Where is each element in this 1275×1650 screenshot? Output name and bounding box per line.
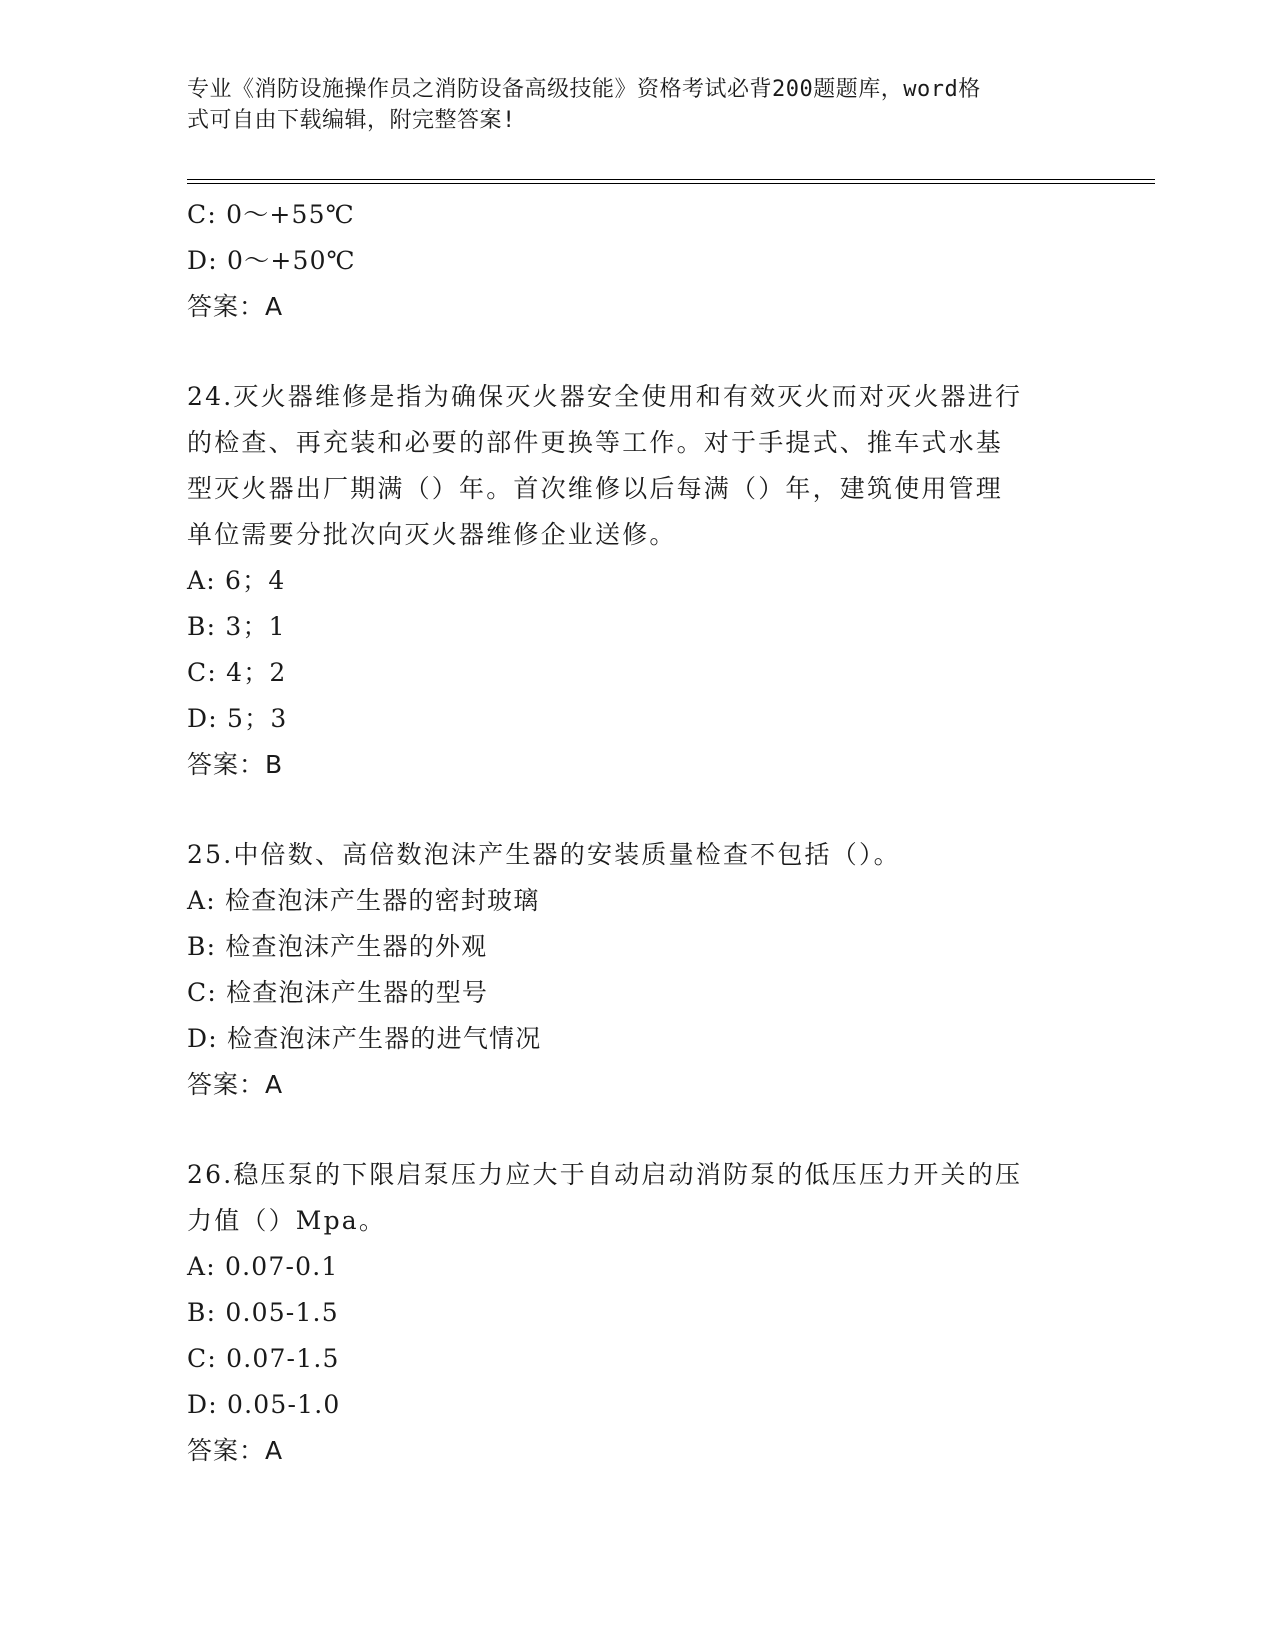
question-text-line: 力值（）Mpa。 (187, 1206, 387, 1235)
option-c: C: 4；2 (187, 658, 287, 687)
option-b: B: 0.05-1.5 (187, 1298, 339, 1327)
question-spacer (187, 1108, 1087, 1152)
question-text (187, 832, 1087, 878)
answer: 答案：A (187, 292, 284, 321)
option-a: A: 6；4 (187, 566, 286, 595)
option-c: C: 检查泡沫产生器的型号 (187, 978, 489, 1007)
answer: 答案：A (187, 1070, 284, 1099)
option-a: A: 0.07-0.1 (187, 1252, 339, 1281)
question-25 (187, 832, 1087, 1108)
header-line-2: 式可自由下载编辑，附完整答案! (187, 108, 516, 133)
header-divider-bottom (187, 183, 1155, 184)
question-text (187, 374, 1087, 558)
question-text (187, 1152, 1087, 1244)
document-header (187, 74, 1067, 136)
header-line-1: 专业《消防设施操作员之消防设备高级技能》资格考试必背200题题库，word格 (187, 77, 981, 102)
question-text-line: 24.灭火器维修是指为确保灭火器安全使用和有效灭火而对灭火器进行 (187, 382, 1023, 411)
option-c: C: 0.07-1.5 (187, 1344, 340, 1373)
option-d: D: 5；3 (187, 704, 288, 733)
option-b: B: 检查泡沫产生器的外观 (187, 932, 488, 961)
question-24 (187, 374, 1087, 788)
option-d: D: 检查泡沫产生器的进气情况 (187, 1024, 542, 1053)
question-text-line: 26.稳压泵的下限启泵压力应大于自动启动消防泵的低压压力开关的压 (187, 1160, 1023, 1189)
option-d: D: 0.05-1.0 (187, 1390, 341, 1419)
option-d: D: 0～+50℃ (187, 246, 356, 275)
document-body (187, 192, 1087, 1474)
option-c: C: 0～+55℃ (187, 200, 355, 229)
question-spacer (187, 330, 1087, 374)
question-text-line: 25.中倍数、高倍数泡沫产生器的安装质量检查不包括（）。 (187, 840, 901, 869)
question-23-continued (187, 192, 1087, 330)
question-spacer (187, 788, 1087, 832)
option-a: A: 检查泡沫产生器的密封玻璃 (187, 886, 540, 915)
question-text-line: 型灭火器出厂期满（）年。首次维修以后每满（）年，建筑使用管理 (187, 474, 1004, 503)
answer: 答案：A (187, 1436, 284, 1465)
question-text-line: 的检查、再充装和必要的部件更换等工作。对于手提式、推车式水基 (187, 428, 1004, 457)
question-text-line: 单位需要分批次向灭火器维修企业送修。 (187, 520, 677, 549)
question-26 (187, 1152, 1087, 1474)
option-b: B: 3；1 (187, 612, 286, 641)
answer: 答案：B (187, 750, 284, 779)
header-divider-top (187, 179, 1155, 180)
